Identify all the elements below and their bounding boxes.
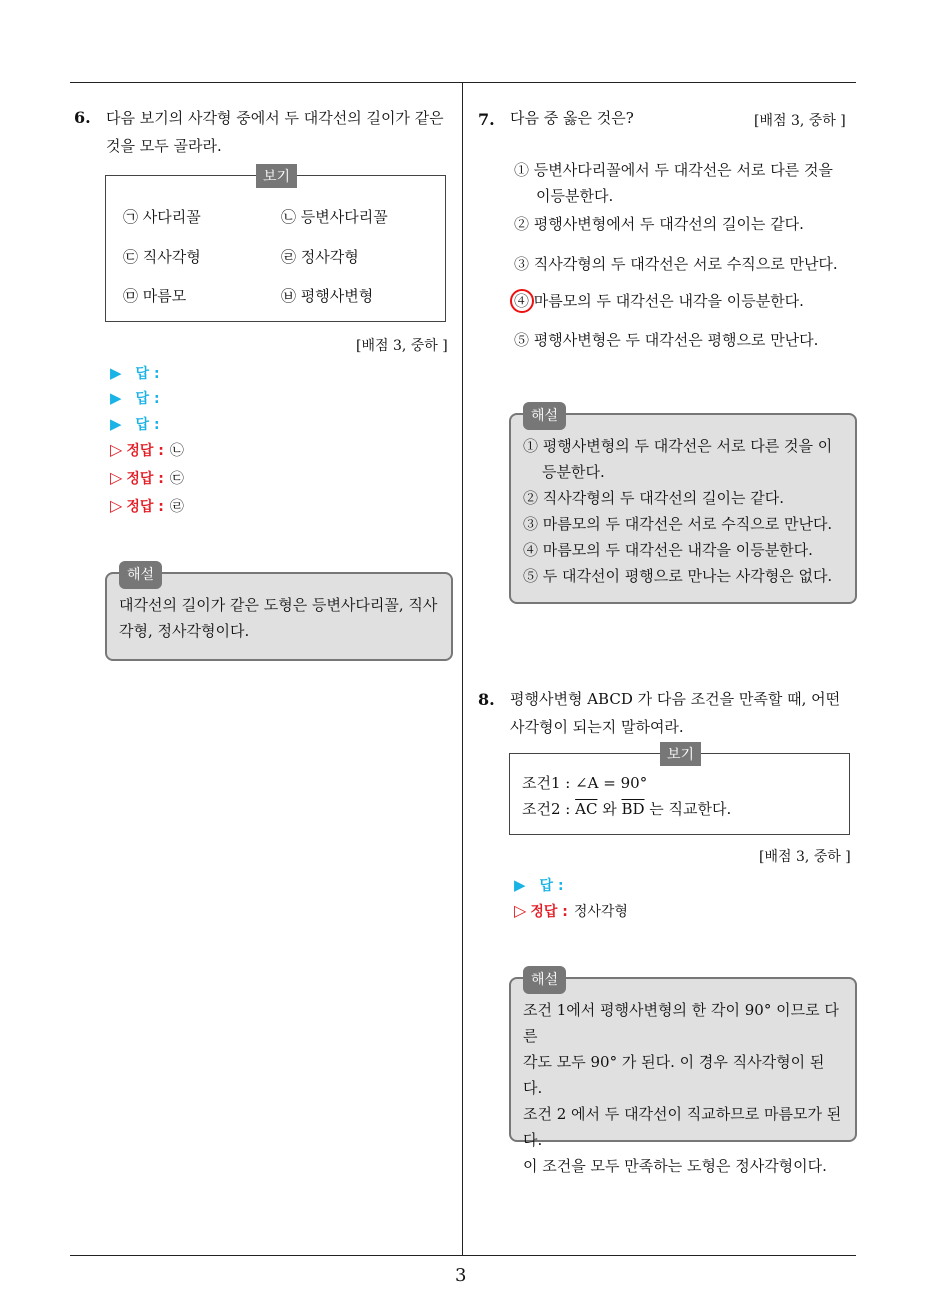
page-number: 3: [455, 1265, 467, 1286]
q6-item-3: ㉢ 직사각형: [123, 248, 201, 266]
q7-score: [배점 3, 중하 ]: [754, 113, 846, 129]
q7-option-3: ③ 직사각형의 두 대각선은 서로 수직으로 만난다.: [514, 255, 838, 273]
q7-text: 다음 중 옳은 것은?: [510, 109, 634, 127]
q6-correct-2: ▷ 정답 : ㉢: [110, 468, 184, 487]
q6-bogi-box: [105, 169, 446, 322]
q8-bogi-box: [509, 747, 850, 835]
q6-explanation-line: 각형, 정사각형이다.: [119, 622, 250, 640]
q8-condition-2: 조건2 : $\overline{AC}$ 와 $\overline{BD}$ 는 직교한다.: [522, 800, 732, 818]
q6-correct-value: ㉣: [169, 499, 184, 515]
answer-label: 답 :: [135, 366, 160, 382]
q8-explanation-label: 해설: [523, 966, 566, 994]
q6-correct-value: ㉡: [169, 443, 184, 459]
q8-answer: ▶ 답 :: [514, 876, 564, 894]
q6-correct-1: ▷ 정답 : ㉡: [110, 440, 184, 459]
q6-explanation-line: 대각선의 길이가 같은 도형은 등변사다리꼴, 직사: [119, 596, 438, 614]
answer-arrow-icon: ▶: [514, 876, 526, 894]
q6-number: 6.: [74, 108, 91, 127]
column-divider: [462, 83, 463, 1256]
q6-answer-2: [110, 388, 160, 408]
q6-text: [106, 104, 456, 160]
q6-explanation-box: [105, 567, 453, 661]
q6-text-line2: 것을 모두 골라라.: [106, 137, 222, 155]
q6-text-line1: 다음 보기의 사각형 중에서 두 대각선의 길이가 같은: [106, 109, 444, 127]
q6-score: [배점 3, 중하 ]: [356, 338, 448, 354]
top-rule: [70, 82, 856, 83]
correct-arrow-icon: ▷: [514, 901, 527, 920]
q8-correct: ▷ 정답 : 정사각형: [514, 901, 628, 920]
q6-item-2: ㉡ 등변사다리꼴: [281, 208, 388, 226]
correct-arrow-icon: ▷: [110, 468, 123, 487]
q7-option-4: ④ 마름모의 두 대각선은 내각을 이등분한다.: [514, 292, 804, 310]
answer-circle-mark: [510, 289, 534, 313]
bottom-rule: [70, 1255, 856, 1256]
answer-label: 답 :: [135, 391, 160, 407]
q6-item-6: ㉥ 평행사변형: [281, 287, 374, 305]
q7-option-1: ① 등변사다리꼴에서 두 대각선은 서로 다른 것을 이등분한다.: [514, 161, 833, 205]
answer-arrow-icon: ▶: [110, 415, 122, 433]
q6-answer-3: [110, 414, 160, 434]
correct-arrow-icon: ▷: [110, 496, 123, 515]
q6-bogi-label: 보기: [256, 164, 297, 188]
q6-answer-1: [110, 363, 160, 383]
q8-condition-1: 조건1 : ∠A = 90°: [522, 774, 648, 792]
correct-arrow-icon: ▷: [110, 440, 123, 459]
q6-item-4: ㉣ 정사각형: [281, 248, 359, 266]
answer-arrow-icon: ▶: [110, 364, 122, 382]
q8-explanation-box: 해설 조건 1에서 평행사변형의 한 각이 90° 이므로 다른 각도 모두 90° 가 된다. 이 경우 직사각형이 된다. 조건 2 에서 두 대각선이 직교하므로 마름모가 된 다. 이 조건을 모두 만족하는 도형은 정사각형이다.: [509, 977, 857, 1142]
q8-number: 8.: [478, 690, 495, 709]
answer-label: 답 :: [135, 417, 160, 433]
q6-correct-3: ▷ 정답 : ㉣: [110, 496, 184, 515]
answer-arrow-icon: ▶: [110, 389, 122, 407]
q6-item-1: ㉠ 사다리꼴: [123, 208, 201, 226]
q6-item-5: ㉤ 마름모: [123, 287, 187, 305]
q7-explanation-label: 해설: [523, 402, 566, 430]
q7-option-2: ② 평행사변형에서 두 대각선의 길이는 같다.: [514, 215, 804, 233]
q6-correct-value: ㉢: [169, 471, 184, 487]
q7-explanation-box: 해설 ① 평행사변형의 두 대각선은 서로 다른 것을 이 등분한다. ② 직사각형의 두 대각선의 길이는 같다. ③ 마름모의 두 대각선은 서로 수직으로 만난다. ④ 마름모의 두 대각선은 내각을 이등분한다. ⑤ 두 대각선이 평행으로 만나는 사각형은 없다.: [509, 413, 857, 604]
q7-option-5: ⑤ 평행사변형은 두 대각선은 평행으로 만난다.: [514, 331, 819, 349]
q6-explanation-label: 해설: [119, 561, 162, 589]
q8-bogi-label: 보기: [660, 742, 701, 766]
q8-text: 평행사변형 ABCD 가 다음 조건을 만족할 때, 어떤 사각형이 되는지 말하여라.: [510, 690, 841, 736]
q8-correct-value: 정사각형: [573, 904, 628, 920]
q7-number: 7.: [478, 110, 495, 129]
q8-score: [배점 3, 중하 ]: [759, 849, 851, 865]
